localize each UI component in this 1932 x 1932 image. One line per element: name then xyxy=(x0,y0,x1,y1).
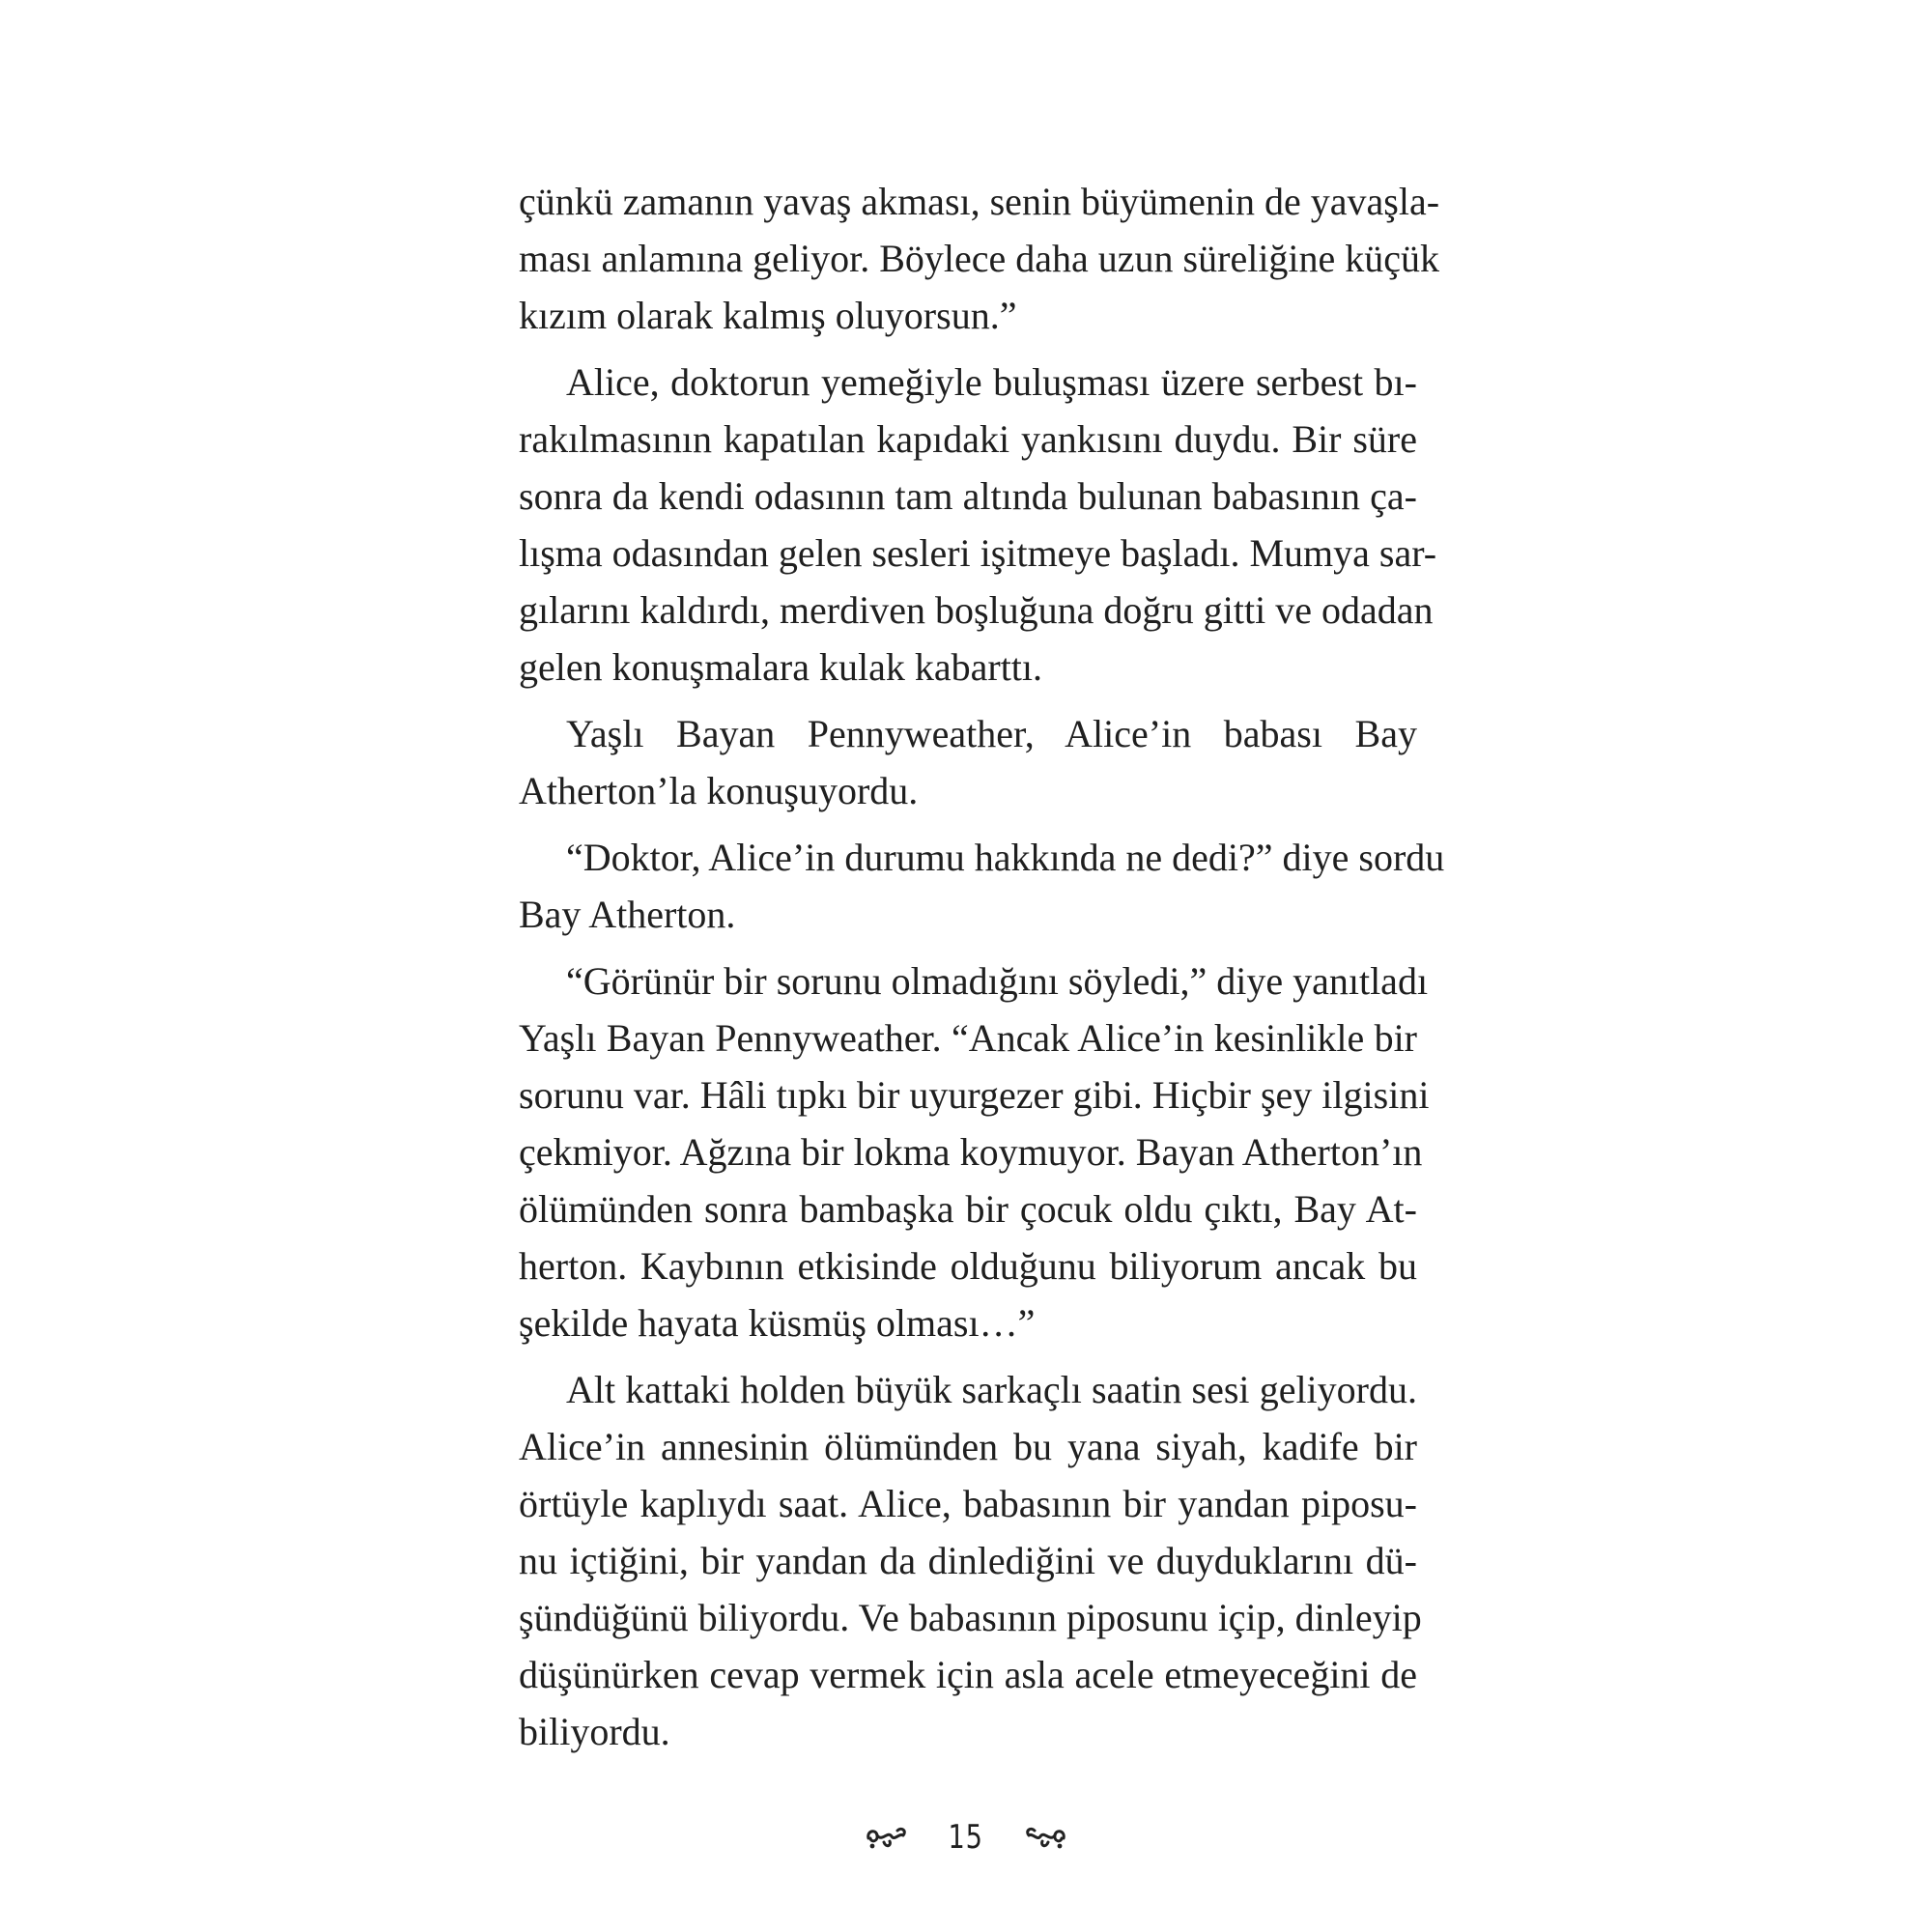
text-line: Alice’in annesinin ölümünden bu yana siyah, kadife bir xyxy=(519,1425,1417,1468)
text-line: gelen konuşmalara kulak kabarttı. xyxy=(519,645,1043,689)
text-line: herton. Kaybının etkisinde olduğunu biliyorum ancak bu xyxy=(519,1244,1417,1288)
text-line: lışma odasından gelen sesleri işitmeye başladı. Mumya sar- xyxy=(519,531,1437,575)
text-line: düşünürken cevap vermek için asla acele etmeyeceğini de xyxy=(519,1653,1417,1696)
text-line: Alice, doktorun yemeğiyle buluşması üzere serbest bı- xyxy=(566,360,1417,404)
text-line: kızım olarak kalmış oluyorsun.” xyxy=(519,294,1017,337)
paragraph xyxy=(519,829,1445,943)
text-line: ması anlamına geliyor. Böylece daha uzun süreliğine küçük xyxy=(519,237,1440,280)
text-line: çekmiyor. Ağzına bir lokma koymuyor. Bayan Atherton’ın xyxy=(519,1130,1423,1174)
text-line: Atherton’la konuşuyordu. xyxy=(519,769,919,812)
text-line: örtüyle kaplıydı saat. Alice, babasının bir yandan piposu- xyxy=(519,1482,1417,1525)
paragraph xyxy=(519,354,1437,696)
text-line: “Doktor, Alice’in durumu hakkında ne dedi?” diye sordu xyxy=(566,836,1445,879)
text-line: rakılmasının kapatılan kapıdaki yankısını duydu. Bir süre xyxy=(519,417,1417,461)
text-line: biliyordu. xyxy=(519,1710,670,1753)
page-number: 15 xyxy=(948,1818,984,1857)
text-line: şekilde hayata küsmüş olması…” xyxy=(519,1301,1036,1345)
text-line: “Görünür bir sorunu olmadığını söyledi,” diye yanıtladı xyxy=(566,959,1429,1003)
text-line: nu içtiğini, bir yandan da dinlediğini ve duyduklarını dü- xyxy=(519,1539,1417,1582)
flourish-left-icon xyxy=(863,1823,909,1852)
text-line: Yaşlı Bayan Pennyweather. “Ancak Alice’in kesinlikle bir xyxy=(519,1016,1417,1060)
text-line: ölümünden sonra bambaşka bir çocuk oldu çıktı, Bay At- xyxy=(519,1187,1417,1231)
paragraph xyxy=(519,705,1417,819)
text-line: Bay Atherton. xyxy=(519,893,736,936)
text-line: çünkü zamanın yavaş akması, senin büyümenin de yavaşla- xyxy=(519,180,1440,223)
text-line: Yaşlı Bayan Pennyweather, Alice’in babası Bay xyxy=(566,712,1417,755)
text-line: gılarını kaldırdı, merdiven boşluğuna doğru gitti ve odadan xyxy=(519,588,1434,632)
paragraph xyxy=(519,173,1440,344)
paragraph xyxy=(519,1361,1422,1760)
flourish-right-icon xyxy=(1023,1823,1069,1852)
page-body-text xyxy=(519,173,1445,1770)
page-footer xyxy=(0,1808,1932,1866)
text-line: sorunu var. Hâli tıpkı bir uyurgezer gibi. Hiçbir şey ilgisini xyxy=(519,1073,1430,1117)
text-line: Alt kattaki holden büyük sarkaçlı saatin sesi geliyordu. xyxy=(566,1368,1417,1411)
paragraph xyxy=(519,952,1430,1351)
text-line: sonra da kendi odasının tam altında bulunan babasının ça- xyxy=(519,474,1417,518)
text-line: şündüğünü biliyordu. Ve babasının piposunu içip, dinleyip xyxy=(519,1596,1422,1639)
